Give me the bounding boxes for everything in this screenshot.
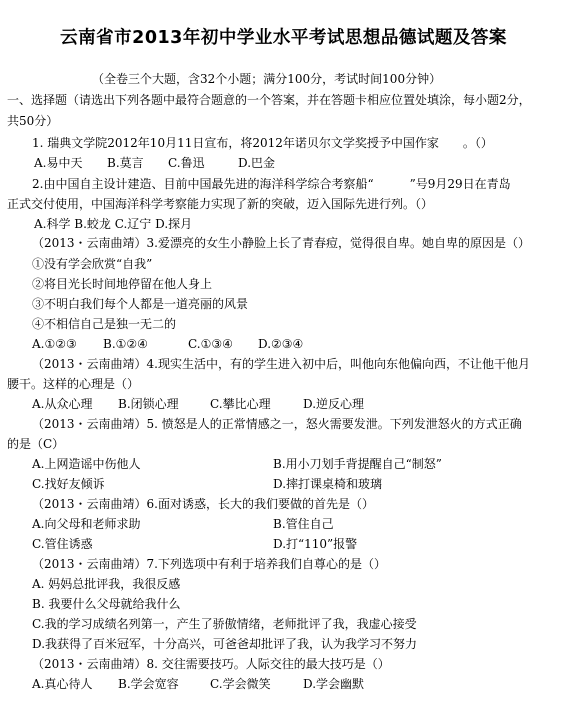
q3-item-2: ②将目光长时间地停留在他人身上 [32, 277, 213, 291]
q4-option-c: C.攀比心理 [210, 397, 271, 411]
q5-option-b: B.用小刀划手背提醒自己“制怒” [273, 457, 442, 471]
q5-option-c: C.找好友倾诉 [32, 477, 105, 491]
q3-option-d: D.②③④ [258, 337, 304, 351]
q1-option-d: D.巴金 [238, 156, 276, 170]
q6-stem: （2013・云南曲靖）6.面对诱惑，长大的我们要做的首先是（） [32, 497, 374, 511]
q3-item-1: ①没有学会欣赏“自我” [32, 257, 153, 271]
page-title: 云南省市2013年初中学业水平考试思想品德试题及答案 [60, 28, 507, 48]
q1-option-b: B.莫言 [107, 156, 144, 170]
q7-option-d: D.我获得了百米冠军，十分高兴，可爸爸却批评了我，认为我学习不努力 [32, 637, 418, 651]
q4-option-a: A.从众心理 [32, 397, 93, 411]
q1-option-a: A.易中天 [34, 156, 83, 170]
q4-stem-line2: 腰干。这样的心理是（） [7, 377, 140, 391]
q3-item-4: ④不相信自己是独一无二的 [32, 317, 177, 331]
q5-stem-line2: 的是（C） [7, 437, 65, 451]
q6-option-c: C.管住诱惑 [32, 537, 93, 551]
q2-stem-line1: 2.由中国自主设计建造、目前中国最先进的海洋科学综合考察船“ ”号9月29日在青岛 [32, 177, 511, 191]
q2-stem-line2: 正式交付使用，中国海洋科学考察能力实现了新的突破，迈入国际先进行列。（） [7, 197, 434, 211]
q4-option-d: D.逆反心理 [303, 397, 365, 411]
q7-option-a: A. 妈妈总批评我，我很反感 [32, 577, 181, 591]
q8-option-d: D.学会幽默 [303, 677, 365, 691]
q5-option-a: A.上网造谣中伤他人 [32, 457, 141, 471]
q4-stem-line1: （2013・云南曲靖）4.现实生活中，有的学生进入初中后，叫他向东他偏向西，不让他干他月 [32, 357, 530, 371]
q2-options: A.科学 B.蛟龙 C.辽宁 D.探月 [34, 217, 193, 231]
q1-option-c: C.鲁迅 [168, 156, 205, 170]
q3-item-3: ③不明白我们每个人都是一道亮丽的风景 [32, 297, 249, 311]
q7-stem: （2013・云南曲靖）7.下列选项中有利于培养我们自尊心的是（） [32, 557, 386, 571]
q5-option-d: D.摔打课桌椅和玻璃 [273, 477, 383, 491]
q5-stem-line1: （2013・云南曲靖）5. 愤怒是人的正常情感之一，怒火需要发泄。下列发泄怒火的方式正确 [32, 417, 522, 431]
q8-option-c: C.学会微笑 [210, 677, 271, 691]
q3-option-c: C.①③④ [188, 337, 233, 351]
q1-stem: 1. 瑞典文学院2012年10月11日宣布，将2012年诺贝尔文学奖授予中国作家 。（） [32, 136, 493, 150]
q6-option-b: B.管住自己 [273, 517, 334, 531]
exam-info: （全卷三个大题，含32个小题；满分100分，考试时间100分钟） [92, 72, 442, 86]
q4-option-b: B.闭锁心理 [118, 397, 179, 411]
q3-stem: （2013・云南曲靖）3.爱漂亮的女生小静脸上长了青春痘，觉得很自卑。她自卑的原因是（） [32, 236, 530, 250]
section-header-line2: 共50分） [7, 114, 59, 128]
q6-option-d: D.打“110”报警 [273, 537, 358, 551]
section-header-line1: 一、选择题（请选出下列各题中最符合题意的一个答案，并在答题卡相应位置处填涂，每小题2分， [7, 93, 531, 107]
q8-stem: （2013・云南曲靖）8. 交往需要技巧。人际交往的最大技巧是（） [32, 657, 390, 671]
q3-option-a: A.①②③ [32, 337, 77, 351]
q3-option-b: B.①②④ [103, 337, 148, 351]
q8-option-b: B.学会宽容 [118, 677, 179, 691]
q8-option-a: A.真心待人 [32, 677, 93, 691]
q7-option-b: B. 我要什么父母就给我什么 [32, 597, 181, 611]
q7-option-c: C.我的学习成绩名列第一，产生了骄傲情绪，老师批评了我，我虚心接受 [32, 617, 417, 631]
q6-option-a: A.向父母和老师求助 [32, 517, 141, 531]
